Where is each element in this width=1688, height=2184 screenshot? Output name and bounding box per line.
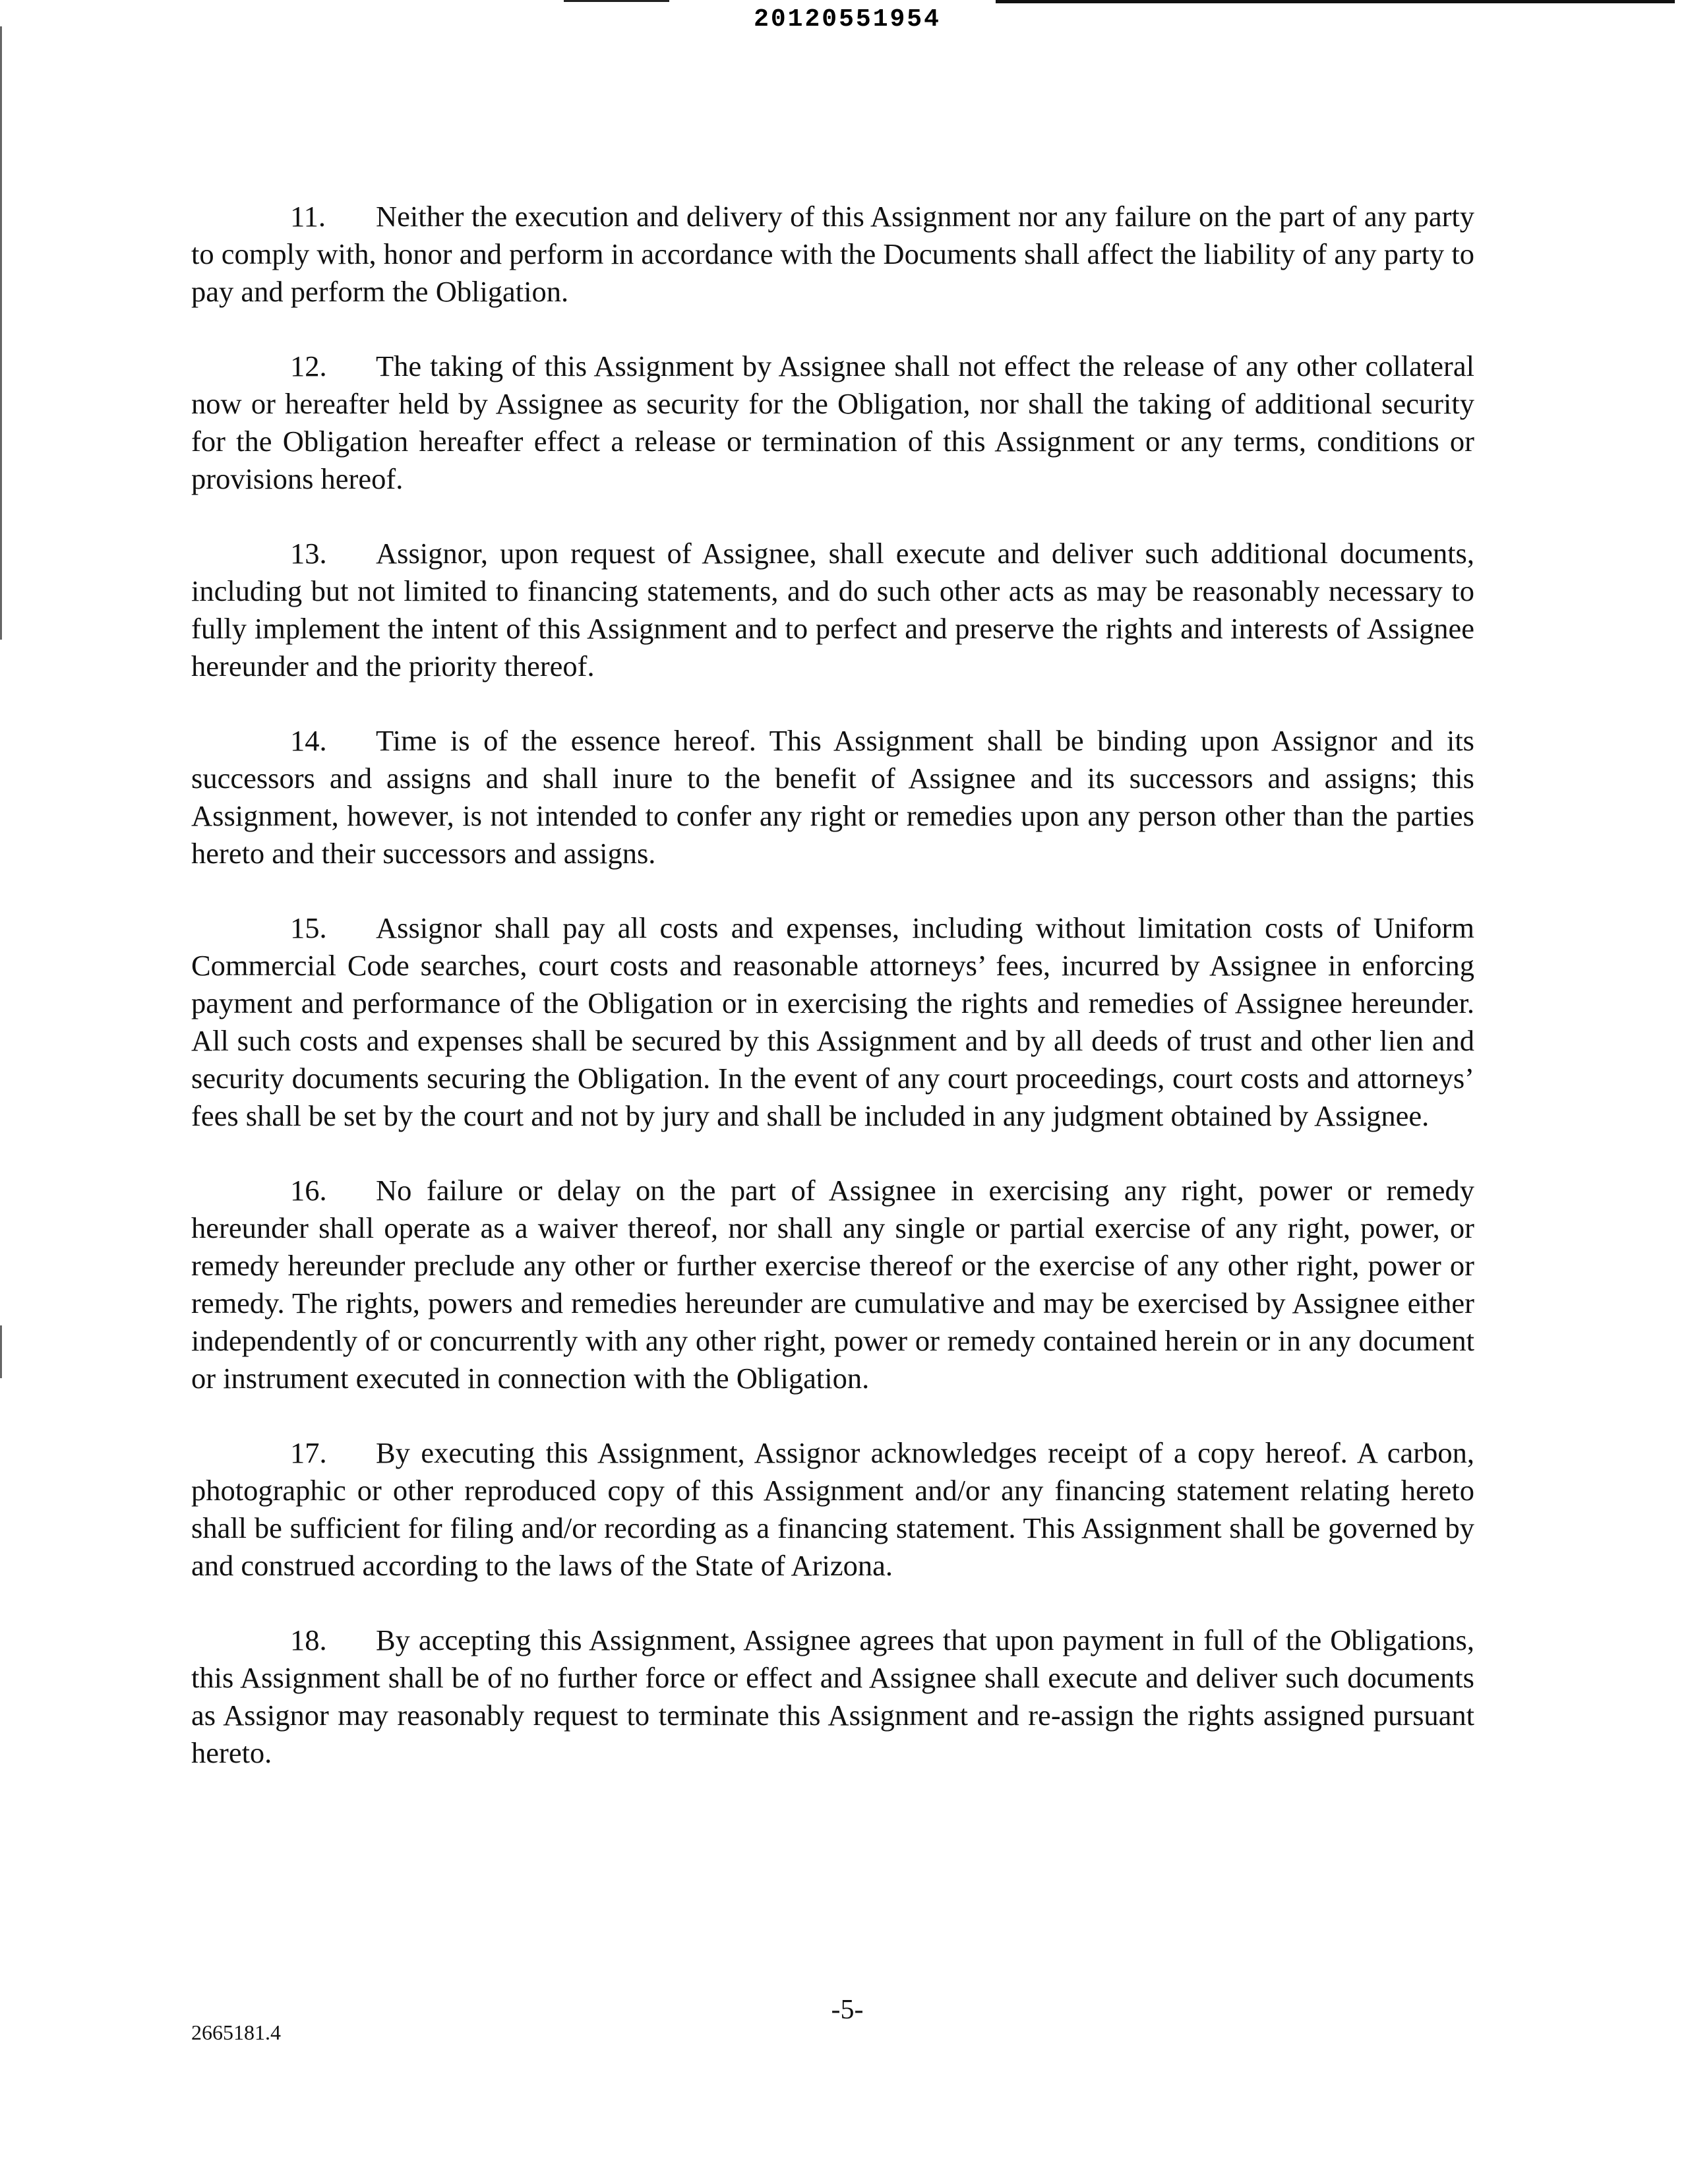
top-rule-left (564, 0, 669, 2)
paragraph-text: Neither the execution and delivery of this Assignment nor any failure on the part of any party to comply with, honor and perform in accordance with the Documents shall affect the liability of any party to pay and perform the Obligation. (191, 200, 1474, 308)
paragraph-18 (191, 1622, 1474, 1772)
paragraph-text: By accepting this Assignment, Assignee agrees that upon payment in full of the Obligations, this Assignment shall be of no further force or effect and Assignee shall execute and deliver such documents as Assignor may reasonably request to terminate this Assignment and re-assign the rights assigned pursuant hereto. (191, 1623, 1474, 1769)
paragraph-number: 15. (290, 911, 327, 944)
scan-edge-mark (0, 1325, 2, 1378)
paragraph-number: 11. (290, 200, 326, 233)
paragraph-text: Assignor, upon request of Assignee, shall execute and deliver such additional documents, including but not limited to financing statements, and do such other acts as may be reasonably necessary to fully implement the intent of this Assignment and to perfect and preserve the rights and interests of Assignee hereunder and the priority thereof. (191, 537, 1474, 682)
paragraph-text: By executing this Assignment, Assignor acknowledges receipt of a copy hereof. A carbon, photographic or other reproduced copy of this Assignment and/or any financing statement relating hereto shall be sufficient for filing and/or recording as a financing statement. This Assignment shall be governed by and construed according to the laws of the State of Arizona. (191, 1436, 1474, 1582)
paragraph-13 (191, 535, 1474, 685)
paragraph-number: 14. (290, 724, 327, 757)
top-rule-right (996, 0, 1675, 3)
paragraph-text: Time is of the essence hereof. This Assignment shall be binding upon Assignor and its successors and assigns and shall inure to the benefit of Assignee and its successors and assigns; this Assignment, however, is not intended to confer any right or remedies upon any person other than the parties hereto and their successors and assigns. (191, 724, 1474, 870)
recording-number: 20120551954 (754, 5, 941, 34)
paragraph-number: 13. (290, 537, 327, 570)
paragraph-12 (191, 348, 1474, 498)
paragraph-number: 18. (290, 1623, 327, 1656)
paragraph-14 (191, 722, 1474, 872)
paragraph-number: 16. (290, 1174, 327, 1207)
paragraph-number: 12. (290, 349, 327, 382)
paragraph-16 (191, 1172, 1474, 1397)
paragraph-15 (191, 909, 1474, 1135)
paragraph-text: The taking of this Assignment by Assignee shall not effect the release of any other collateral now or hereafter held by Assignee as security for the Obligation, nor shall the taking of additional security for the Obligation hereafter effect a release or termination of this Assignment or any terms, conditions or provisions hereof. (191, 349, 1474, 495)
paragraph-number: 17. (290, 1436, 327, 1469)
paragraph-text: No failure or delay on the part of Assignee in exercising any right, power or remedy hereunder shall operate as a waiver thereof, nor shall any single or partial exercise of any right, power, or remedy hereunder preclude any other or further exercise thereof or the exercise of any other right, power or remedy. The rights, powers and remedies hereunder are cumulative and may be exercised by Assignee either independently of or concurrently with any other right, power or remedy contained herein or in any document or instrument executed in connection with the Obligation. (191, 1174, 1474, 1395)
scan-edge-mark (0, 26, 2, 640)
document-body (191, 198, 1474, 1809)
document-reference: 2665181.4 (191, 2020, 281, 2044)
paragraph-17 (191, 1434, 1474, 1585)
paragraph-text: Assignor shall pay all costs and expenses, including without limitation costs of Uniform Commercial Code searches, court costs and reasonable attorneys’ fees, incurred by Assignee in enforcing payment and performance of the Obligation or in exercising the rights and remedies of Assignee hereunder. All such costs and expenses shall be secured by this Assignment and by all deeds of trust and other lien and security documents securing the Obligation. In the event of any court proceedings, court costs and attorneys’ fees shall be set by the court and not by jury and shall be included in any judgment obtained by Assignee. (191, 911, 1474, 1132)
paragraph-11 (191, 198, 1474, 311)
page-number: -5- (831, 1995, 864, 2025)
